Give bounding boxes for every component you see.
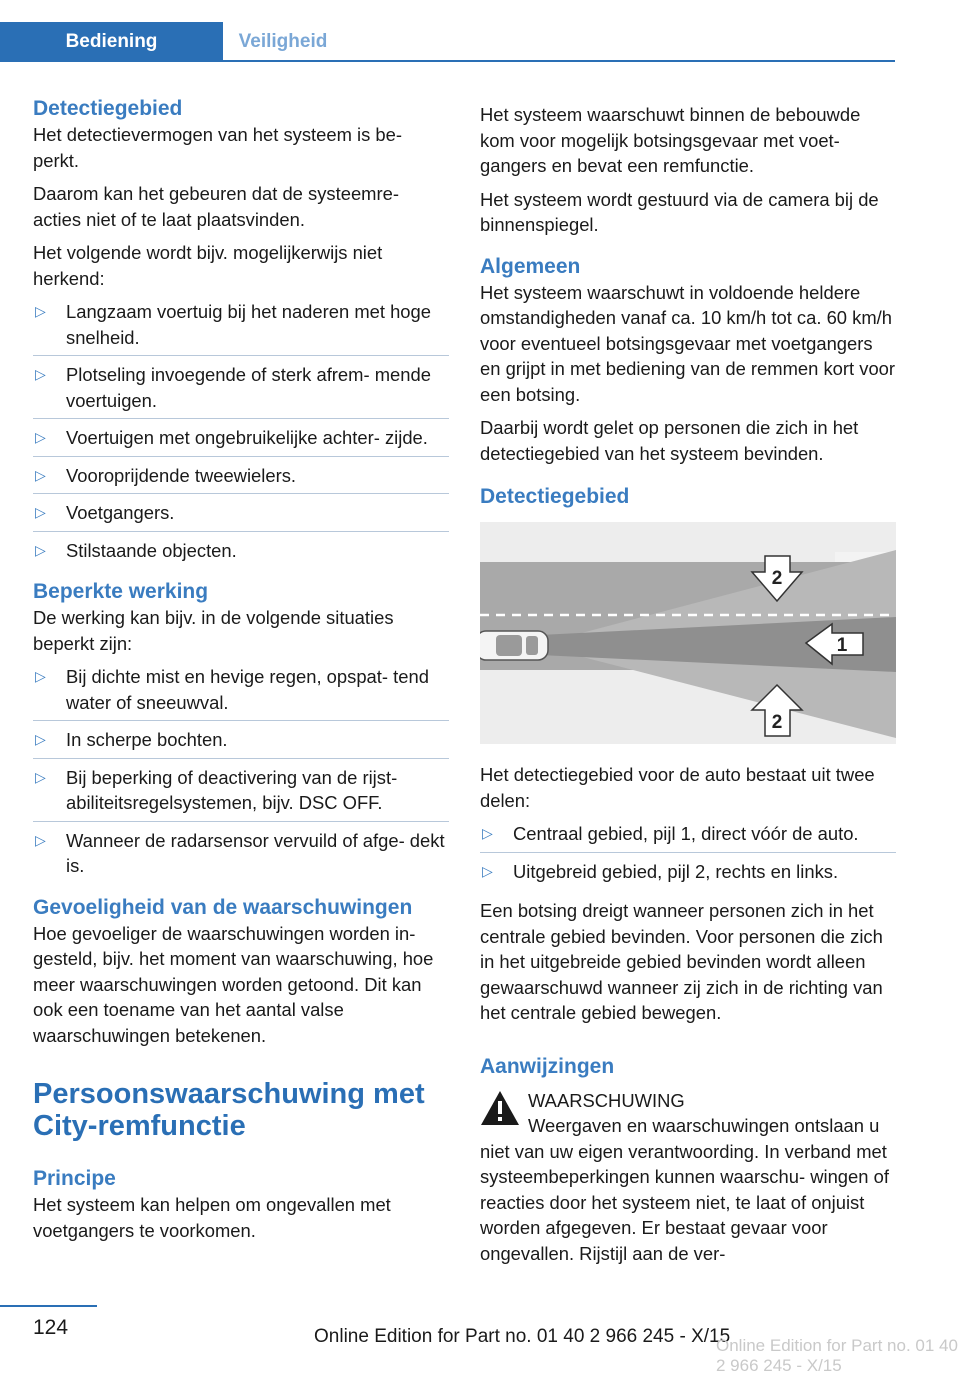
warning-triangle-icon [480, 1090, 520, 1126]
heading-detectiegebied-2: Detectiegebied [480, 485, 630, 508]
triangle-right-icon: ▷ [35, 731, 46, 747]
list-item: ▷ Bij beperking of deactivering van de rijst‐ abiliteitsregelsystemen, bijv. DSC OFF. [33, 765, 449, 822]
triangle-right-icon: ▷ [35, 831, 46, 848]
list-item: ▷ Langzaam voertuig bij het naderen met hoge snelheid. [33, 299, 449, 356]
paragraph: Het systeem wordt gestuurd via de camera bij de binnenspiegel. [480, 188, 879, 235]
triangle-right-icon: ▷ [35, 466, 46, 483]
triangle-right-icon: ▷ [35, 504, 46, 520]
page-number-rule [0, 1305, 97, 1307]
edition-footer: Online Edition for Part no. 01 40 2 966 245 - X/15 [314, 1326, 731, 1347]
heading-gevoeligheid: Gevoeligheid van de waarschuwingen [33, 895, 413, 919]
list-item: ▷ Bij dichte mist en hevige regen, opspat‐ tend water of sneeuwval. [33, 664, 449, 721]
list-item: ▷ Plotseling invoegende of sterk afrem‐ mende voertuigen. [33, 362, 449, 419]
heading-principe: Principe [33, 1167, 116, 1190]
paragraph: De werking kan bijv. in de volgende situaties beperkt zijn: [33, 607, 394, 654]
triangle-right-icon: ▷ [35, 429, 46, 445]
paragraph: Daarbij wordt gelet op personen die zich in het detectiegebied van het systeem bevinden. [480, 417, 859, 464]
svg-text:1: 1 [836, 635, 848, 656]
paragraph: Daarom kan het gebeuren dat de systeemre‐ acties niet of te laat plaatsvinden. [33, 183, 399, 230]
bullet-list [33, 299, 449, 569]
section-tabbar [0, 0, 895, 62]
watermark: Online Edition for Part no. 01 40 2 966 245 - X/15 [716, 1336, 958, 1375]
paragraph: Het detectiegebied voor de auto bestaat uit twee delen: [480, 764, 875, 811]
left-column [33, 96, 449, 1251]
bullet-list [480, 821, 896, 890]
detection-area-diagram [480, 522, 896, 744]
paragraph: Een botsing dreigt wanneer personen zich in het centrale gebied bevinden. Voor personen die zich in het uitgebreide gebied bevinden wordt alleen gewaarschuwd wanneer zij zich in de richting van het centrale gebied bewegen. [480, 900, 883, 1023]
warning-title: WAARSCHUWING [528, 1089, 685, 1111]
heading-aanwijzingen: Aanwijzingen [480, 1054, 615, 1078]
paragraph: Het systeem kan helpen om ongevallen met voetgangers te voorkomen. [33, 1194, 391, 1241]
heading-algemeen: Algemeen [480, 254, 581, 278]
paragraph: Hoe gevoeliger de waarschuwingen worden in‐ gesteld, bijv. het moment van waarschuwing, hoe meer waarschuwingen worden getoond. Dit kan ook een toename van het aantal valse waarschuwingen betekenen. [33, 922, 434, 1046]
tab-bediening[interactable]: Bediening [0, 22, 223, 62]
list-item: ▷ Wanneer de radarsensor vervuild of afge‐ dekt is. [35, 829, 445, 876]
car-icon [480, 631, 548, 660]
triangle-right-icon: ▷ [35, 668, 46, 684]
tab-divider [223, 60, 895, 62]
warning-text: Weergaven en waarschuwingen ontslaan u niet van uw eigen verantwoording. In verband met systeembeperkingen kunnen waarschu‐ wingen of reacties door het systeem niet, te laat of onjuist worden afgegeven. Er bestaat gevaar voor ongevallen. Rijstijl aan de ver‐ [480, 1115, 889, 1264]
right-column [480, 102, 896, 1274]
triangle-right-icon: ▷ [35, 768, 46, 785]
paragraph: Het systeem waarschuwt in voldoende heldere omstandigheden vanaf ca. 10 km/h tot ca. 60 km/h voor eventueel botsingsgevaar met voetgangers en grijpt in met bediening van de remmen kort voor een botsing. [480, 281, 896, 405]
heading-detectiegebied: Detectiegebied [33, 97, 183, 120]
triangle-right-icon: ▷ [35, 541, 46, 558]
warning-box [480, 1088, 896, 1267]
list-item: ▷ Centraal gebied, pijl 1, direct vóór de auto. [480, 821, 896, 853]
triangle-right-icon: ▷ [482, 862, 493, 879]
paragraph: Het systeem waarschuwt binnen de bebouwde kom voor mogelijk botsingsgevaar met voet‐ gangers en bevat een remfunctie. [480, 104, 861, 176]
tab-veiligheid[interactable]: Veiligheid [238, 31, 328, 52]
bullet-list [33, 664, 449, 885]
paragraph: Het volgende wordt bijv. mogelijkerwijs niet herkend: [33, 242, 383, 289]
list-item: ▷ Voertuigen met ongebruikelijke achter‐ zijde. [33, 425, 449, 457]
triangle-right-icon: ▷ [35, 303, 46, 319]
svg-text:2: 2 [771, 712, 783, 733]
triangle-right-icon: ▷ [35, 366, 46, 382]
list-item: ▷ Stilstaande objecten. [33, 538, 449, 570]
paragraph: Het detectievermogen van het systeem is be‐ perkt. [33, 124, 403, 171]
list-item: ▷ In scherpe bochten. [33, 727, 449, 759]
heading-beperkte-werking: Beperkte werking [33, 580, 209, 603]
triangle-right-icon: ▷ [482, 825, 493, 841]
svg-text:2: 2 [771, 568, 783, 589]
list-item: ▷ Uitgebreid gebied, pijl 2, rechts en links. [480, 859, 896, 891]
list-item: ▷ Vooroprijdende tweewielers. [33, 463, 449, 495]
heading-persoonswaarschuwing: Persoonswaarschuwing met City-remfunctie [33, 1078, 425, 1142]
list-item: ▷ Voetgangers. [33, 500, 449, 532]
page-number: 124 [33, 1316, 69, 1339]
